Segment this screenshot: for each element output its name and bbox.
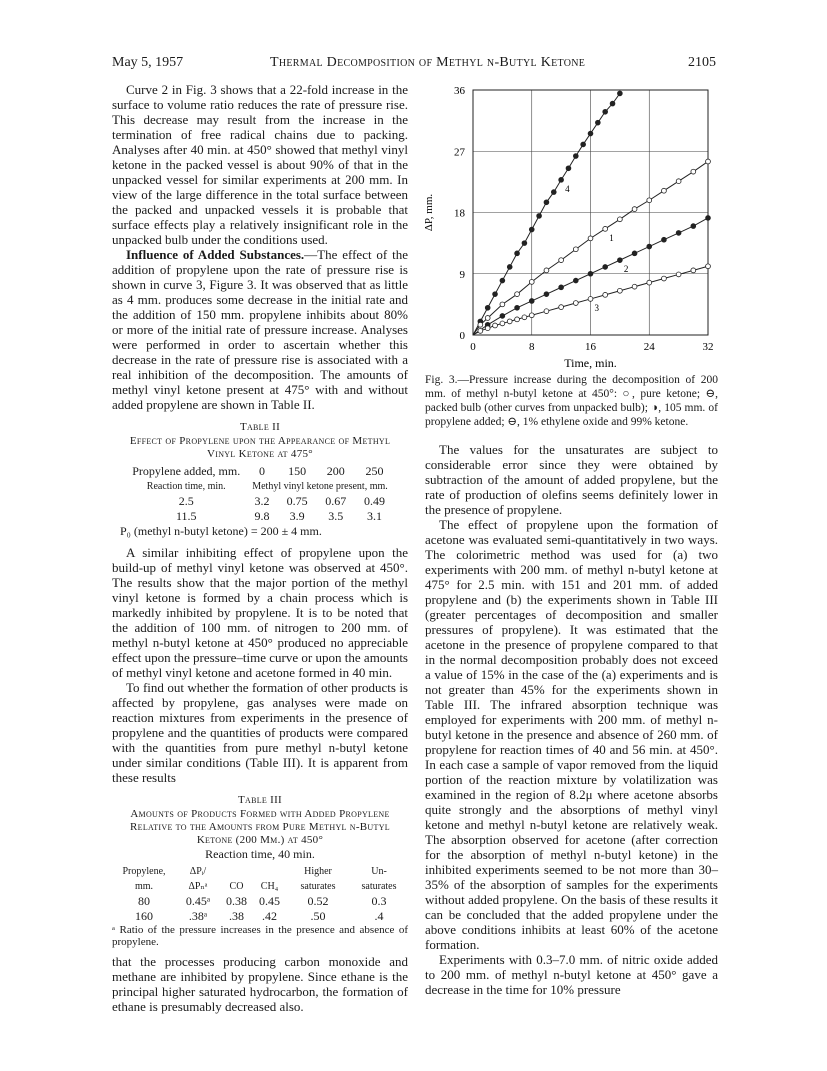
data-point [529, 280, 534, 285]
table-cell: 200 [326, 464, 345, 478]
x-axis-label: Time, min. [564, 356, 617, 370]
data-point [573, 301, 578, 306]
data-point [632, 207, 637, 212]
data-point [588, 297, 593, 302]
paragraph: To find out whether the formation of other products is affected by propylene, gas analyses were made on reaction mixtures from experiments in the presence of propylene and the quantities of products were compared with the quantities from pure methyl n-butyl ketone under similar conditions (Table III). It is apparent from these results [112, 680, 408, 785]
data-point [573, 278, 578, 283]
data-point [485, 326, 490, 331]
data-point [544, 309, 549, 314]
data-point [507, 319, 512, 324]
data-point [559, 305, 564, 310]
data-point [647, 244, 652, 249]
data-point [573, 247, 578, 252]
data-point [485, 305, 490, 310]
table-subhead: Reaction time, min. [146, 481, 226, 492]
data-point [691, 169, 696, 174]
curve-label: 4 [565, 183, 570, 194]
curve-label: 1 [609, 232, 614, 243]
section-heading: Influence of Added Substances. [126, 247, 305, 262]
data-point [507, 265, 512, 270]
running-title: Thermal Decomposition of Methyl n-Butyl Ketone [270, 55, 586, 70]
data-point [662, 188, 667, 193]
data-point [676, 179, 681, 184]
data-point [647, 198, 652, 203]
data-point [529, 313, 534, 318]
data-point [500, 278, 505, 283]
paragraph: that the processes producing carbon monoxide and methane are inhibited by propylene. Since ethane is the principal higher saturated hydrocarbon, the formation of ethane is presumably decreased also. [112, 954, 408, 1014]
curve-label: 3 [594, 302, 599, 313]
paragraph: Curve 2 in Fig. 3 shows that a 22-fold increase in the surface to volume ratio reduces the rate of pressure rise. This decrease may result from the increase in the termination of free radical chains due to packing. Analyses after 40 min. at 450° showed that methyl vinyl ketone in the packed vessel is about 90% of that in the unpacked vessel for similar experiments at 200 mm. In view of the large difference in the total surface between the packed and unpacked vessels it is probable that surface effects play a relatively insignificant role in the unpacked bulb under the conditions used. [112, 82, 408, 247]
data-point [632, 284, 637, 289]
data-point [588, 131, 593, 136]
table-footnote: ᵃ Ratio of the pressure increases in the presence and absence of propylene. [112, 924, 408, 948]
table-footnote: P₀ (methyl n-butyl ketone) = 200 ± 4 mm. [120, 524, 322, 538]
data-point [500, 302, 505, 307]
data-point [647, 280, 652, 285]
data-point [485, 316, 490, 321]
data-point [573, 154, 578, 159]
chart-series [473, 91, 710, 335]
x-tick-label: 0 [470, 341, 476, 353]
curve-label: 2 [623, 264, 629, 275]
data-point [544, 200, 549, 205]
data-point [617, 258, 622, 263]
page-number: 2105 [688, 55, 716, 70]
paragraph: Experiments with 0.3–7.0 mm. of nitric oxide added to 200 mm. of methyl n-butyl ketone at 450° gave a decrease in the time for 10% pressure [425, 952, 718, 997]
y-tick-label: 18 [454, 207, 465, 220]
data-point [588, 236, 593, 241]
table-iii [112, 793, 408, 948]
data-point [706, 216, 711, 221]
data-point [493, 292, 498, 297]
data-point [529, 299, 534, 304]
table-title: Amounts of Products Formed with Added Propylene Relative to the Amounts from Pure Methyl n-Butyl Ketone (200 Mm.) at 450° [130, 808, 390, 846]
data-point [515, 317, 520, 322]
table-label: Table II [239, 421, 281, 433]
x-tick-label: 32 [702, 341, 714, 353]
data-point [478, 329, 483, 334]
x-tick-label: 16 [585, 341, 596, 353]
data-point [500, 321, 505, 326]
table-row: 80 0.45ᵃ 0.38 0.45 0.52 0.3 [138, 894, 387, 908]
data-point [559, 177, 564, 182]
paragraph: The values for the unsaturates are subject to considerable error since they were obtained by subtraction of the amount of added propylene, but the rate of production of olefins seems definitely lower in the presence of propylene. [425, 442, 718, 517]
table-ii-grid [126, 464, 394, 524]
data-point [537, 214, 542, 219]
data-point [500, 314, 505, 319]
right-column [425, 442, 718, 997]
data-point [617, 288, 622, 293]
data-point [478, 322, 483, 327]
data-point [515, 251, 520, 256]
data-point [559, 258, 564, 263]
left-column [112, 82, 408, 1014]
data-point [610, 101, 615, 106]
data-point [566, 166, 571, 171]
data-point [515, 292, 520, 297]
data-point [522, 315, 527, 320]
data-point [559, 285, 564, 290]
data-point [617, 91, 622, 96]
table-row: 2.5 3.2 0.75 0.67 0.49 [178, 494, 385, 508]
data-point [691, 224, 696, 229]
data-point [706, 159, 711, 164]
table-row: 160 .38ᵃ .38 .42 .50 .4 [135, 909, 384, 923]
data-point [662, 276, 667, 281]
data-point [676, 231, 681, 236]
data-point [603, 265, 608, 270]
paragraph: Influence of Added Substances.—The effect of the addition of propylene upon the rate of pressure rise is shown in curve 3, Figure 3. It was observed that as little as 4 mm. produces some decrease in the initial rate and the addition of 150 mm. propylene inhibits about 80% or more of the initial rate of pressure increase. Analyses were performed in order to ascertain whether this decrease in the rate of pressure rise is associated with a real inhibition of the decomposition. The amounts of methyl vinyl ketone present at 475° with and without added propylene are shown in Table II. [112, 247, 408, 412]
data-point [493, 323, 498, 328]
table-title: Effect of Propylene upon the Appearance of Methyl Vinyl Ketone at 475° [129, 435, 391, 460]
data-point [551, 190, 556, 195]
table-ii [112, 420, 408, 539]
y-tick-label: 9 [459, 268, 465, 281]
data-point [603, 109, 608, 114]
table-label: Table III [237, 794, 283, 806]
table-cell: 150 [288, 464, 307, 478]
page-date: May 5, 1957 [112, 55, 184, 70]
data-point [522, 241, 527, 246]
table-iii-grid: Propylene, mm. ΔPᵢ/ΔPₙᵃ CO CH₄ Higher saturates Un-saturates 80 0.45ᵃ 0.38 0.45 0.52 0.3 160 .38ᵃ .38 .42 .50 .4 [112, 864, 408, 924]
data-point [706, 264, 711, 269]
data-point [529, 227, 534, 232]
data-point [603, 226, 608, 231]
y-tick-label: 0 [459, 330, 465, 342]
series-line-4 [473, 93, 620, 335]
data-point [603, 292, 608, 297]
table-row-head: Propylene added, mm. [132, 464, 241, 478]
data-point [691, 268, 696, 273]
y-tick-label: 36 [454, 85, 465, 97]
table-subtitle: Reaction time, 40 min. [205, 847, 315, 861]
figure-caption: Fig. 3.—Pressure increase during the decomposition of 200 mm. of methyl n-butyl ketone at 450°: ○, pure ketone; ⊖, packed bulb (other curves from unpacked bulb); ◑, 105 mm. of propylene added; ⊖, 1% ethylene oxide and 99% ketone. [425, 374, 719, 428]
data-point [581, 142, 586, 147]
x-tick-label: 24 [643, 341, 655, 353]
x-tick-label: 8 [529, 341, 535, 353]
data-point [617, 217, 622, 222]
data-point [544, 292, 549, 297]
figure-label: Fig. 3. [425, 374, 458, 386]
paragraph: The effect of propylene upon the formation of acetone was evaluated semi-quantitatively in two ways. The colorimetric method was used for (a) two experiments with 200 mm. of methyl n-butyl ketone at 475° for 2.5 min. with 151 and 201 mm. of added propylene and (b) the experiments shown in Table III (greater percentages of decomposition and smaller pressures of propylene). It was estimated that the acetone in the presence of propylene compared to that in the normal decomposition probably does not exceed a value of 15% in the case of the (a) experiments and is not greater than 45% for the experiments shown in Table III. The infrared absorption technique was employed for experiments with 200 mm. of methyl n-butyl ketone in the presence and absence of 260 mm. of propylene for reaction times of 40 and 56 min. at 450°. In each case a sample of vapor removed from the liquid portion of the reaction mixture by volatilization was examined in the region of 8.2μ where acetone absorbs quite strongly and the absorptions of methyl vinyl ketone and methyl n-butyl ketone are relatively weak. The absorption observed for acetone (after correction for the absorption of methyl n-butyl ketone) in the inhibited experiments seemed to be not more than 30–35% of the absorption of samples for the experiments without added propylene. On the basis of these results it can be concluded that the added propylene under the above conditions inhibits at least 60% of the acetone formation. [425, 517, 718, 952]
data-point [515, 305, 520, 310]
data-point [632, 251, 637, 256]
data-point [595, 120, 600, 125]
data-point [588, 271, 593, 276]
table-row: 11.5 9.8 3.9 3.5 3.1 [175, 509, 382, 523]
data-point [676, 272, 681, 277]
table-cell: 250 [365, 464, 384, 478]
paragraph: A similar inhibiting effect of propylene upon the build-up of methyl vinyl ketone was observed at 450°. The results show that the major portion of the methyl vinyl ketone is formed by a chain process which is markedly inhibited by propylene. It is to be noted that the addition of 100 mm. of nitrogen to 200 mm. of methyl n-butyl ketone at 450° produced no appreciable effect upon the pressure–time curve or upon the amounts of methyl vinyl ketone and acetone formed in 40 min. [112, 545, 408, 680]
figure-3-chart [418, 80, 718, 380]
y-tick-label: 27 [454, 146, 465, 159]
table-cell: 0 [259, 464, 266, 478]
y-axis-label: ΔP, mm. [423, 193, 435, 232]
data-point [544, 268, 549, 273]
table-subhead: Methyl vinyl ketone present, mm. [252, 481, 388, 492]
data-point [662, 237, 667, 242]
